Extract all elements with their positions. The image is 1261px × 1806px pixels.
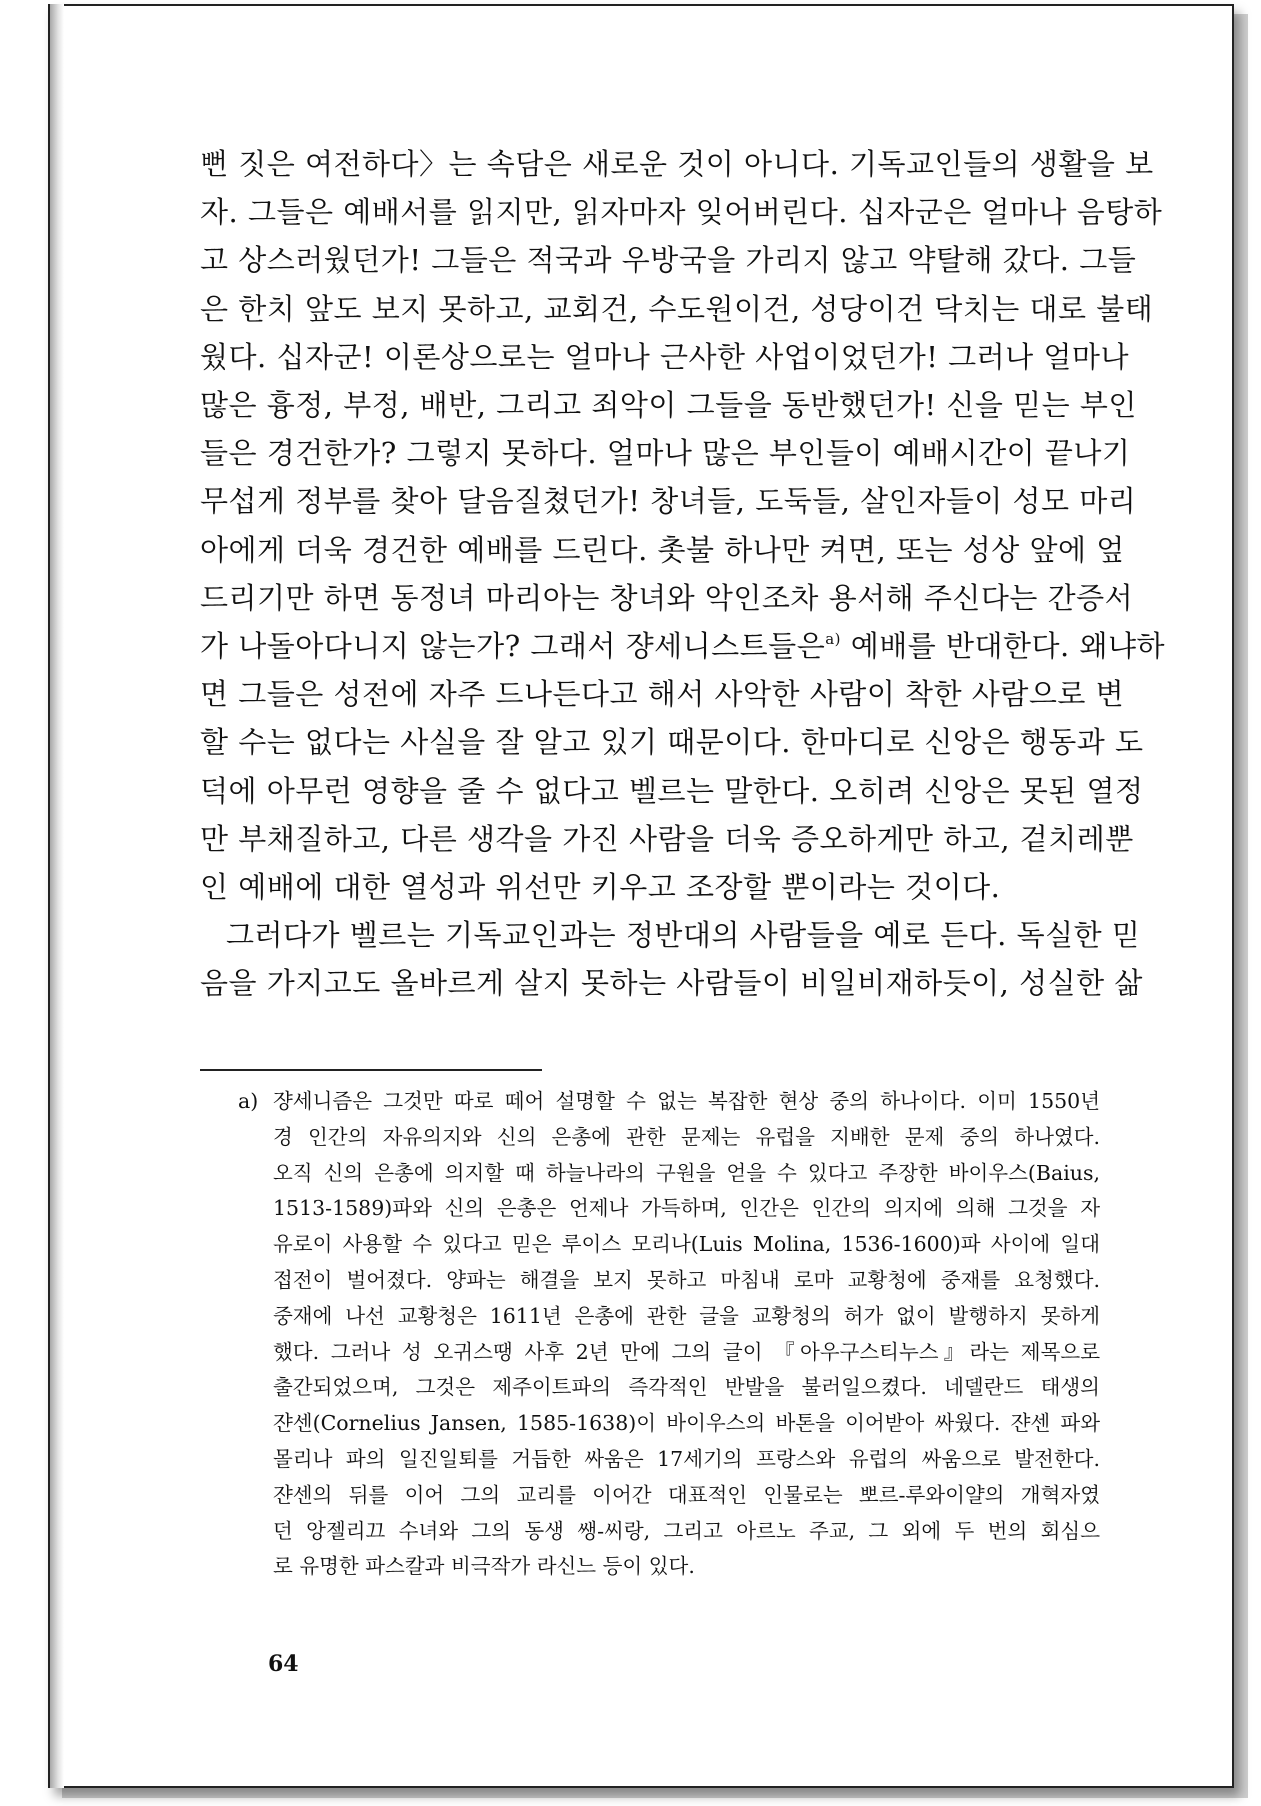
body-line-with-note [200,622,1166,670]
footnote-line: 쟝세니즘은 그것만 따로 떼어 설명할 수 없는 복잡한 현상 중의 하나이다. 이미 1550년 [273,1089,1100,1113]
body-line: 인 예배에 대한 열성과 위선만 키우고 조장할 뿐이라는 것이다. [200,870,1001,905]
body-text [200,140,1166,1008]
footnote-reference-mark: a) [825,630,841,649]
body-line: 아에게 더욱 경건한 예배를 드린다. 촛불 하나만 켜면, 또는 성상 앞에 엎 [200,532,1125,567]
footnote-line: 쟌센(Cornelius Jansen, 1585-1638)이 바이우스의 바톤을 이어받아 싸웠다. 쟌센 파와 [273,1411,1100,1436]
footnote-line: 경 인간의 자유의지와 신의 은총에 관한 문제는 유럽을 지배한 문제 중의 하나였다. [273,1124,1100,1149]
footnote-line: 유로이 사용할 수 있다고 믿은 루이스 모리나(Luis Molina, 1536-1600)파 사이에 일대 [273,1232,1100,1257]
footnote-line: 던 앙젤리끄 수녀와 그의 동생 쌩-씨랑, 그리고 아르노 주교, 그 외에 두 번의 회심으 [273,1518,1100,1543]
footnote-divider [200,1069,542,1071]
footnote-line: 1513-1589)파와 신의 은총은 언제나 가득하며, 인간은 인간의 의지에 의해 그것을 자 [273,1196,1100,1221]
footnote-label: a) [238,1089,259,1113]
body-line: 들은 경건한가? 그렇지 못하다. 얼마나 많은 부인들이 예배시간이 끝나기 [200,436,1131,471]
page-number: 64 [268,1651,299,1677]
footnote-line: 로 유명한 파스칼과 비극작가 라신느 등이 있다. [273,1554,695,1579]
footnote-line: 몰리나 파의 일진일퇴를 거듭한 싸움은 17세기의 프랑스와 유럽의 싸움으로 발전한다. [273,1446,1100,1471]
body-line: 은 한치 앞도 보지 못하고, 교회건, 수도원이건, 성당이건 닥치는 대로 불태 [200,291,1154,326]
body-line: 자. 그들은 예배서를 읽지만, 읽자마자 잊어버린다. 십자군은 얼마나 음탕하 [200,195,1163,230]
footnote-text [273,1084,1100,1585]
body-line: 많은 흉정, 부정, 배반, 그리고 죄악이 그들을 동반했던가! 신을 믿는 부인 [200,388,1137,423]
footnote-line: 중재에 나선 교황청은 1611년 은총에 관한 글을 교황청의 허가 없이 발행하지 못하게 [273,1303,1100,1328]
footnote-line: 했다. 그러나 성 오귀스땡 사후 2년 만에 그의 글이 『아우구스티누스』라는 제목으로 [273,1339,1100,1364]
body-line: 만 부채질하고, 다른 생각을 가진 사람을 더욱 증오하게만 하고, 겉치레뿐 [200,821,1134,856]
body-line: 음을 가지고도 올바르게 살지 못하는 사람들이 비일비재하듯이, 성실한 삶 [200,966,1143,1001]
footnote-line: 오직 신의 은총에 의지할 때 하늘나라의 구원을 얻을 수 있다고 주장한 바이우스(Baius, [273,1160,1100,1185]
body-line: 드리기만 하면 동정녀 마리아는 창녀와 악인조차 용서해 주신다는 간증서 [200,580,1134,615]
body-line-text: 가 나돌아다니지 않는가? 그래서 쟝세니스트들은 [200,629,826,664]
footnote-line: 접전이 벌어졌다. 양파는 해결을 보지 못하고 마침내 로마 교황청에 중재를 요청했다. [273,1267,1100,1292]
body-line: 무섭게 정부를 찾아 달음질쳤던가! 창녀들, 도둑들, 살인자들이 성모 마리 [200,484,1137,519]
page-binding-edge [48,4,64,1788]
body-line: 고 상스러웠던가! 그들은 적국과 우방국을 가리지 않고 약탈해 갔다. 그들 [200,243,1137,278]
footnote-line: 쟌센의 뒤를 이어 그의 교리를 이어간 대표적인 인물로는 뽀르-루와이얄의 개혁자였 [273,1482,1100,1507]
body-line-paragraph-start: 그러다가 벨르는 기독교인과는 정반대의 사람들을 예로 든다. 독실한 믿 [226,918,1141,953]
body-line: 웠다. 십자군! 이론상으로는 얼마나 근사한 사업이었던가! 그러나 얼마나 [200,339,1129,374]
body-line: 면 그들은 성전에 자주 드나든다고 해서 사악한 사람이 착한 사람으로 변 [200,677,1125,712]
body-line: 할 수는 없다는 사실을 잘 알고 있기 때문이다. 한마디로 신앙은 행동과 도 [200,725,1144,760]
body-line: 덕에 아무런 영향을 줄 수 없다고 벨르는 말한다. 오히려 신앙은 못된 열정 [200,773,1144,808]
footnote-line: 출간되었으며, 그것은 제주이트파의 즉각적인 반발을 불러일으켰다. 네델란드 태생의 [273,1375,1100,1400]
body-line: 뻔 짓은 여전하다〉는 속담은 새로운 것이 아니다. 기독교인들의 생활을 보 [200,147,1154,181]
body-line-text-continued: 예배를 반대한다. 왜냐하 [841,629,1166,664]
